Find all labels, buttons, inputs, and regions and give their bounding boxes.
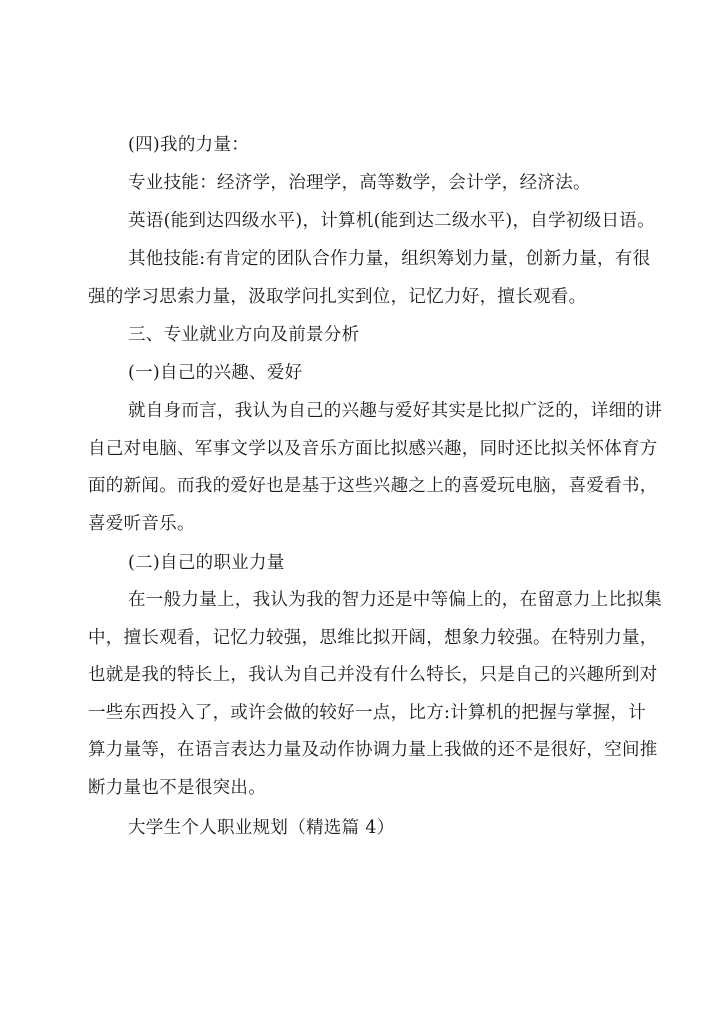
- text-line: 一些东西投入了，或许会做的较好一点，比方:计算机的把握与掌握，计: [88, 702, 646, 723]
- heading-career-abilities: [88, 545, 648, 583]
- paragraph-other-skills: [88, 241, 651, 316]
- text-line: 中，擅长观看，记忆力较强，思维比拟开阔，想象力较强。在特别力量，: [88, 627, 658, 648]
- text-line: 专业技能：经济学，治理学，高等数学，会计学，经济法。: [128, 173, 591, 193]
- text-line: (一)自己的兴趣、爱好: [128, 363, 303, 383]
- text-line: 断力量也不是很突出。: [88, 777, 266, 798]
- heading-interests: [88, 355, 648, 393]
- text-line: (四)我的力量：: [128, 135, 250, 155]
- text-line: 在一般力量上，我认为我的智力还是中等偏上的，在留意力上比拟集: [128, 590, 662, 610]
- text-line: 就自身而言，我认为自己的兴趣与爱好其实是比拟广泛的，详细的讲: [128, 401, 662, 421]
- text-line: 喜爱听音乐。: [88, 513, 195, 534]
- heading-section-three: [88, 317, 648, 355]
- paragraph-interests: [88, 393, 662, 543]
- text-line: 强的学习思索力量，汲取学问扎实到位，记忆力好，擅长观看。: [88, 286, 587, 307]
- text-line: 面的新闻。而我的爱好也是基于这些兴趣之上的喜爱玩电脑，喜爱看书，: [88, 476, 658, 496]
- text-line: 三、专业就业方向及前景分析: [128, 325, 360, 345]
- heading-my-abilities: [88, 127, 648, 165]
- text-line: (二)自己的职业力量: [128, 553, 285, 573]
- text-line: 算力量等，在语言表达力量及动作协调力量上我做的还不是很好，空间推: [88, 740, 658, 760]
- paragraph-career-abilities: [88, 582, 662, 807]
- text-line: 英语(能到达四级水平)，计算机(能到达二级水平)，自学初级日语。: [128, 211, 655, 231]
- text-line: 自己对电脑、军事文学以及音乐方面比拟感兴趣，同时还比拟关怀体育方: [88, 438, 658, 459]
- paragraph-professional-skills: [88, 165, 648, 203]
- text-line: 也就是我的特长上，我认为自己并没有什么特长，只是自己的兴趣所到对: [88, 665, 658, 685]
- paragraph-language-computer: [88, 203, 655, 241]
- text-line: 其他技能:有肯定的团队合作力量，组织筹划力量，创新力量，有很: [128, 249, 651, 269]
- text-line: 大学生个人职业规划（精选篇 4）: [128, 818, 395, 838]
- heading-next-article: [88, 810, 648, 848]
